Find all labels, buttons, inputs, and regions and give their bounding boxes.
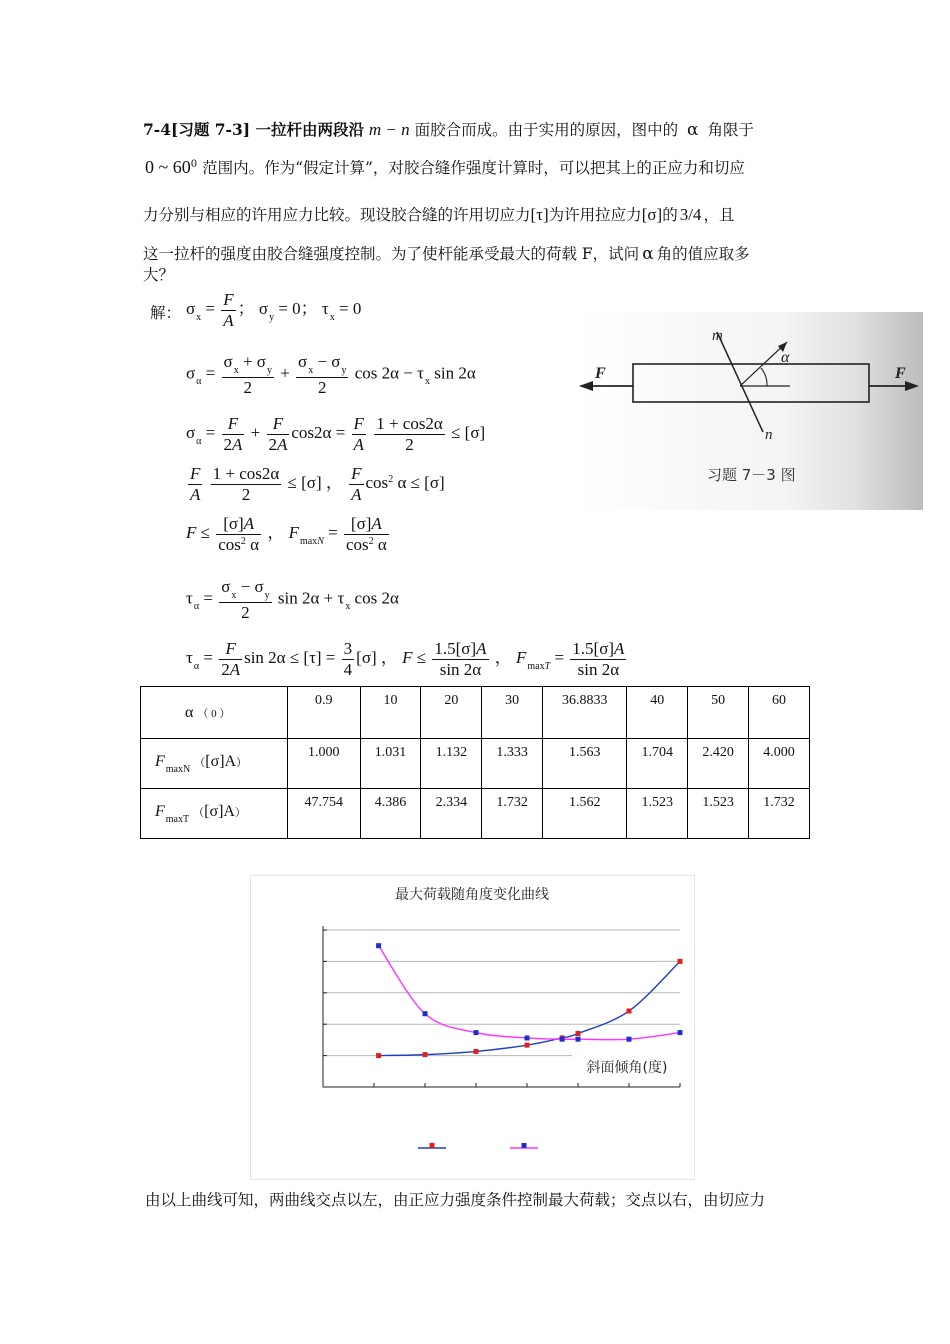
series-point-2 — [474, 1030, 479, 1035]
table-cell: 1.563 — [543, 739, 627, 789]
series-point-2 — [423, 1011, 428, 1016]
legend-marker-1 — [430, 1143, 435, 1148]
legend-marker-2 — [522, 1143, 527, 1148]
tau-allow: [τ] — [530, 205, 549, 224]
table-cell: 2.420 — [688, 739, 749, 789]
alpha-symbol: α — [185, 703, 194, 721]
series-point-1 — [376, 1053, 381, 1058]
problem-text: 力分别与相应的许用应力比较。现设胶合缝的许用切应力 — [143, 206, 531, 224]
eq-tau-alpha-general: $\tau_\alpha$ = $\frac{\sigma_x - \sigma_y}{2}$ $\sin 2\alpha + \tau_x$ cos 2α — [186, 577, 399, 622]
table-row-fmaxt — [141, 789, 810, 839]
problem-text: 大？ — [143, 266, 175, 284]
problem-text: 角的值应取多 — [656, 245, 750, 263]
fmaxn-sub: maxN — [165, 763, 191, 775]
table-row-fmaxn — [141, 739, 810, 789]
table-cell: 30 — [482, 687, 543, 739]
table-cell: 2.334 — [421, 789, 482, 839]
degree-mark: 0 — [190, 159, 198, 170]
problem-text: 的 — [662, 206, 678, 224]
load-angle-chart — [250, 875, 695, 1180]
chart-frame — [251, 876, 695, 1180]
table-cell: 4.386 — [360, 789, 421, 839]
problem-line-5 — [143, 268, 174, 284]
eq-sigma-alpha-substituted: $\sigma_\alpha$ = $\frac{F}{2A}$ + $\frac{F}{2A}$ cos2α = $\frac{F}{A}$ $\frac{1 + \cos 2\alpha}{2}$ ≤ [σ] — [186, 414, 486, 454]
series-point-2 — [576, 1037, 581, 1042]
mn-symbol: m − n — [368, 120, 410, 139]
table-cell: 50 — [688, 687, 749, 739]
series-point-2 — [560, 1037, 565, 1042]
table-cell: 1.523 — [688, 789, 749, 839]
table-cell: 1.523 — [627, 789, 688, 839]
series-point-1 — [474, 1049, 479, 1054]
fmaxt-sub: maxT — [165, 813, 190, 825]
table-cell: 1.031 — [360, 739, 421, 789]
table-cell: 1.132 — [421, 739, 482, 789]
problem-text: 面胶合而成。由于实用的原因，图中的 — [414, 121, 679, 139]
series-point-2 — [376, 943, 381, 948]
degree-unit: （ 0 ） — [197, 707, 231, 720]
table-row-alpha — [141, 687, 810, 739]
table-cell: 1.562 — [543, 789, 627, 839]
f-symbol: F — [155, 802, 165, 820]
conclusion-text: 由以上曲线可知，两曲线交点以左，由正应力强度条件控制最大荷载；交点以右，由切应力 — [145, 1191, 766, 1209]
eq-fmax-n: F ≤ $\frac{[\sigma]A}{\cos^2 \alpha}$ ， $F_{maxN}$ = $\frac{[\sigma]A}{\cos^2 \alpha}$ — [186, 514, 387, 554]
problem-text: 范围内。作为“假定计算”，对胶合缝作强度计算时，可以把其上的正应力和切应 — [202, 159, 745, 177]
problem-number: 7-4[习题 7-3] 一拉杆由两段沿 — [143, 120, 364, 139]
series-point-2 — [678, 1030, 683, 1035]
table-cell: 0.9 — [288, 687, 361, 739]
alpha-label: α — [781, 349, 790, 366]
problem-line-4 — [143, 246, 750, 263]
series-point-1 — [525, 1043, 530, 1048]
x-axis-label: 斜面倾角(度) — [586, 1060, 668, 1076]
table-cell: 47.754 — [288, 789, 361, 839]
series-point-1 — [576, 1031, 581, 1036]
table-header-alpha — [141, 687, 288, 739]
series-point-1 — [678, 959, 683, 964]
table-cell: 1.704 — [627, 739, 688, 789]
table-cell: 36.8833 — [543, 687, 627, 739]
problem-text: 角限于 — [707, 121, 754, 139]
series-point-2 — [525, 1035, 530, 1040]
f-symbol: F — [155, 752, 165, 770]
table-cell: 10 — [360, 687, 421, 739]
problem-text: ，且 — [703, 206, 735, 224]
table-cell: 1.732 — [749, 789, 810, 839]
eq-fmax-t: $\tau_\alpha$ = $\frac{F}{2A}$ sin 2α ≤ [τ] = $\frac{3}{4}$ [σ] ， F ≤ $\frac{1.5[\sigma]A}{\sin 2\alpha}$ ， $F_{maxT}$ = $\frac{1.5[\sigma]A}{\sin 2\alpha}$ — [186, 639, 625, 679]
eq-sigma-condition: $\frac{F}{A}$ $\frac{1 + \cos 2\alpha}{2}$ ≤ [σ] ， $\frac{F}{A}$ $\cos^2 \alpha \le [\sigma]$ — [190, 464, 445, 504]
series-point-2 — [627, 1037, 632, 1042]
range-value: 0 ~ 60 — [145, 157, 191, 177]
table-cell: 1.000 — [288, 739, 361, 789]
figure-caption: 习题 7－3 图 — [707, 466, 796, 484]
ratio-value: 3/4 — [679, 205, 702, 224]
table-header-fmaxt: $F_{maxT}$ （[σ]A） — [141, 789, 288, 839]
table-cell: 1.732 — [482, 789, 543, 839]
series-point-1 — [627, 1009, 632, 1014]
series-point-1 — [423, 1052, 428, 1057]
m-label: m — [712, 328, 723, 344]
table-cell: 40 — [627, 687, 688, 739]
problem-text: 为许用拉应力 — [548, 206, 642, 224]
chart-title: 最大荷载随角度变化曲线 — [395, 887, 549, 903]
table-cell: 60 — [749, 687, 810, 739]
problem-line-3 — [143, 206, 734, 224]
problem-line-2 — [145, 158, 745, 177]
sigma-allow: [σ] — [641, 205, 663, 224]
eq-sigma-alpha-general: $\sigma_\alpha$ = $\frac{\sigma_x + \sigma_y}{2}$ + $\frac{\sigma_x - \sigma_y}{2}$ $\cos 2\alpha - \tau_x$ sin 2α — [186, 352, 476, 397]
unit-label: [σ]A — [204, 802, 235, 820]
alpha-symbol: α — [687, 120, 699, 140]
table-cell: 20 — [421, 687, 482, 739]
table-cell: 1.333 — [482, 739, 543, 789]
force-left-label: F — [595, 365, 606, 382]
problem-text: 这一拉杆的强度由胶合缝强度控制。为了使杆能承受最大的荷载 F，试问 — [143, 245, 640, 263]
table-header-fmaxn: $F_{maxN}$ （[σ]A） — [141, 739, 288, 789]
eq-sigma-x: $\sigma_x$ = $\frac{F}{A}$ ； $\sigma_y = 0$； $\tau_x = 0$ — [186, 290, 362, 330]
table-cell: 4.000 — [749, 739, 810, 789]
alpha-symbol: α — [642, 244, 654, 264]
results-table — [140, 686, 810, 839]
problem-line-1 — [143, 121, 754, 139]
unit-label: [σ]A — [205, 752, 237, 770]
force-right-label: F — [895, 365, 906, 382]
n-label: n — [765, 427, 773, 443]
problem-figure — [575, 312, 923, 510]
solution-label: 解： — [150, 304, 182, 322]
